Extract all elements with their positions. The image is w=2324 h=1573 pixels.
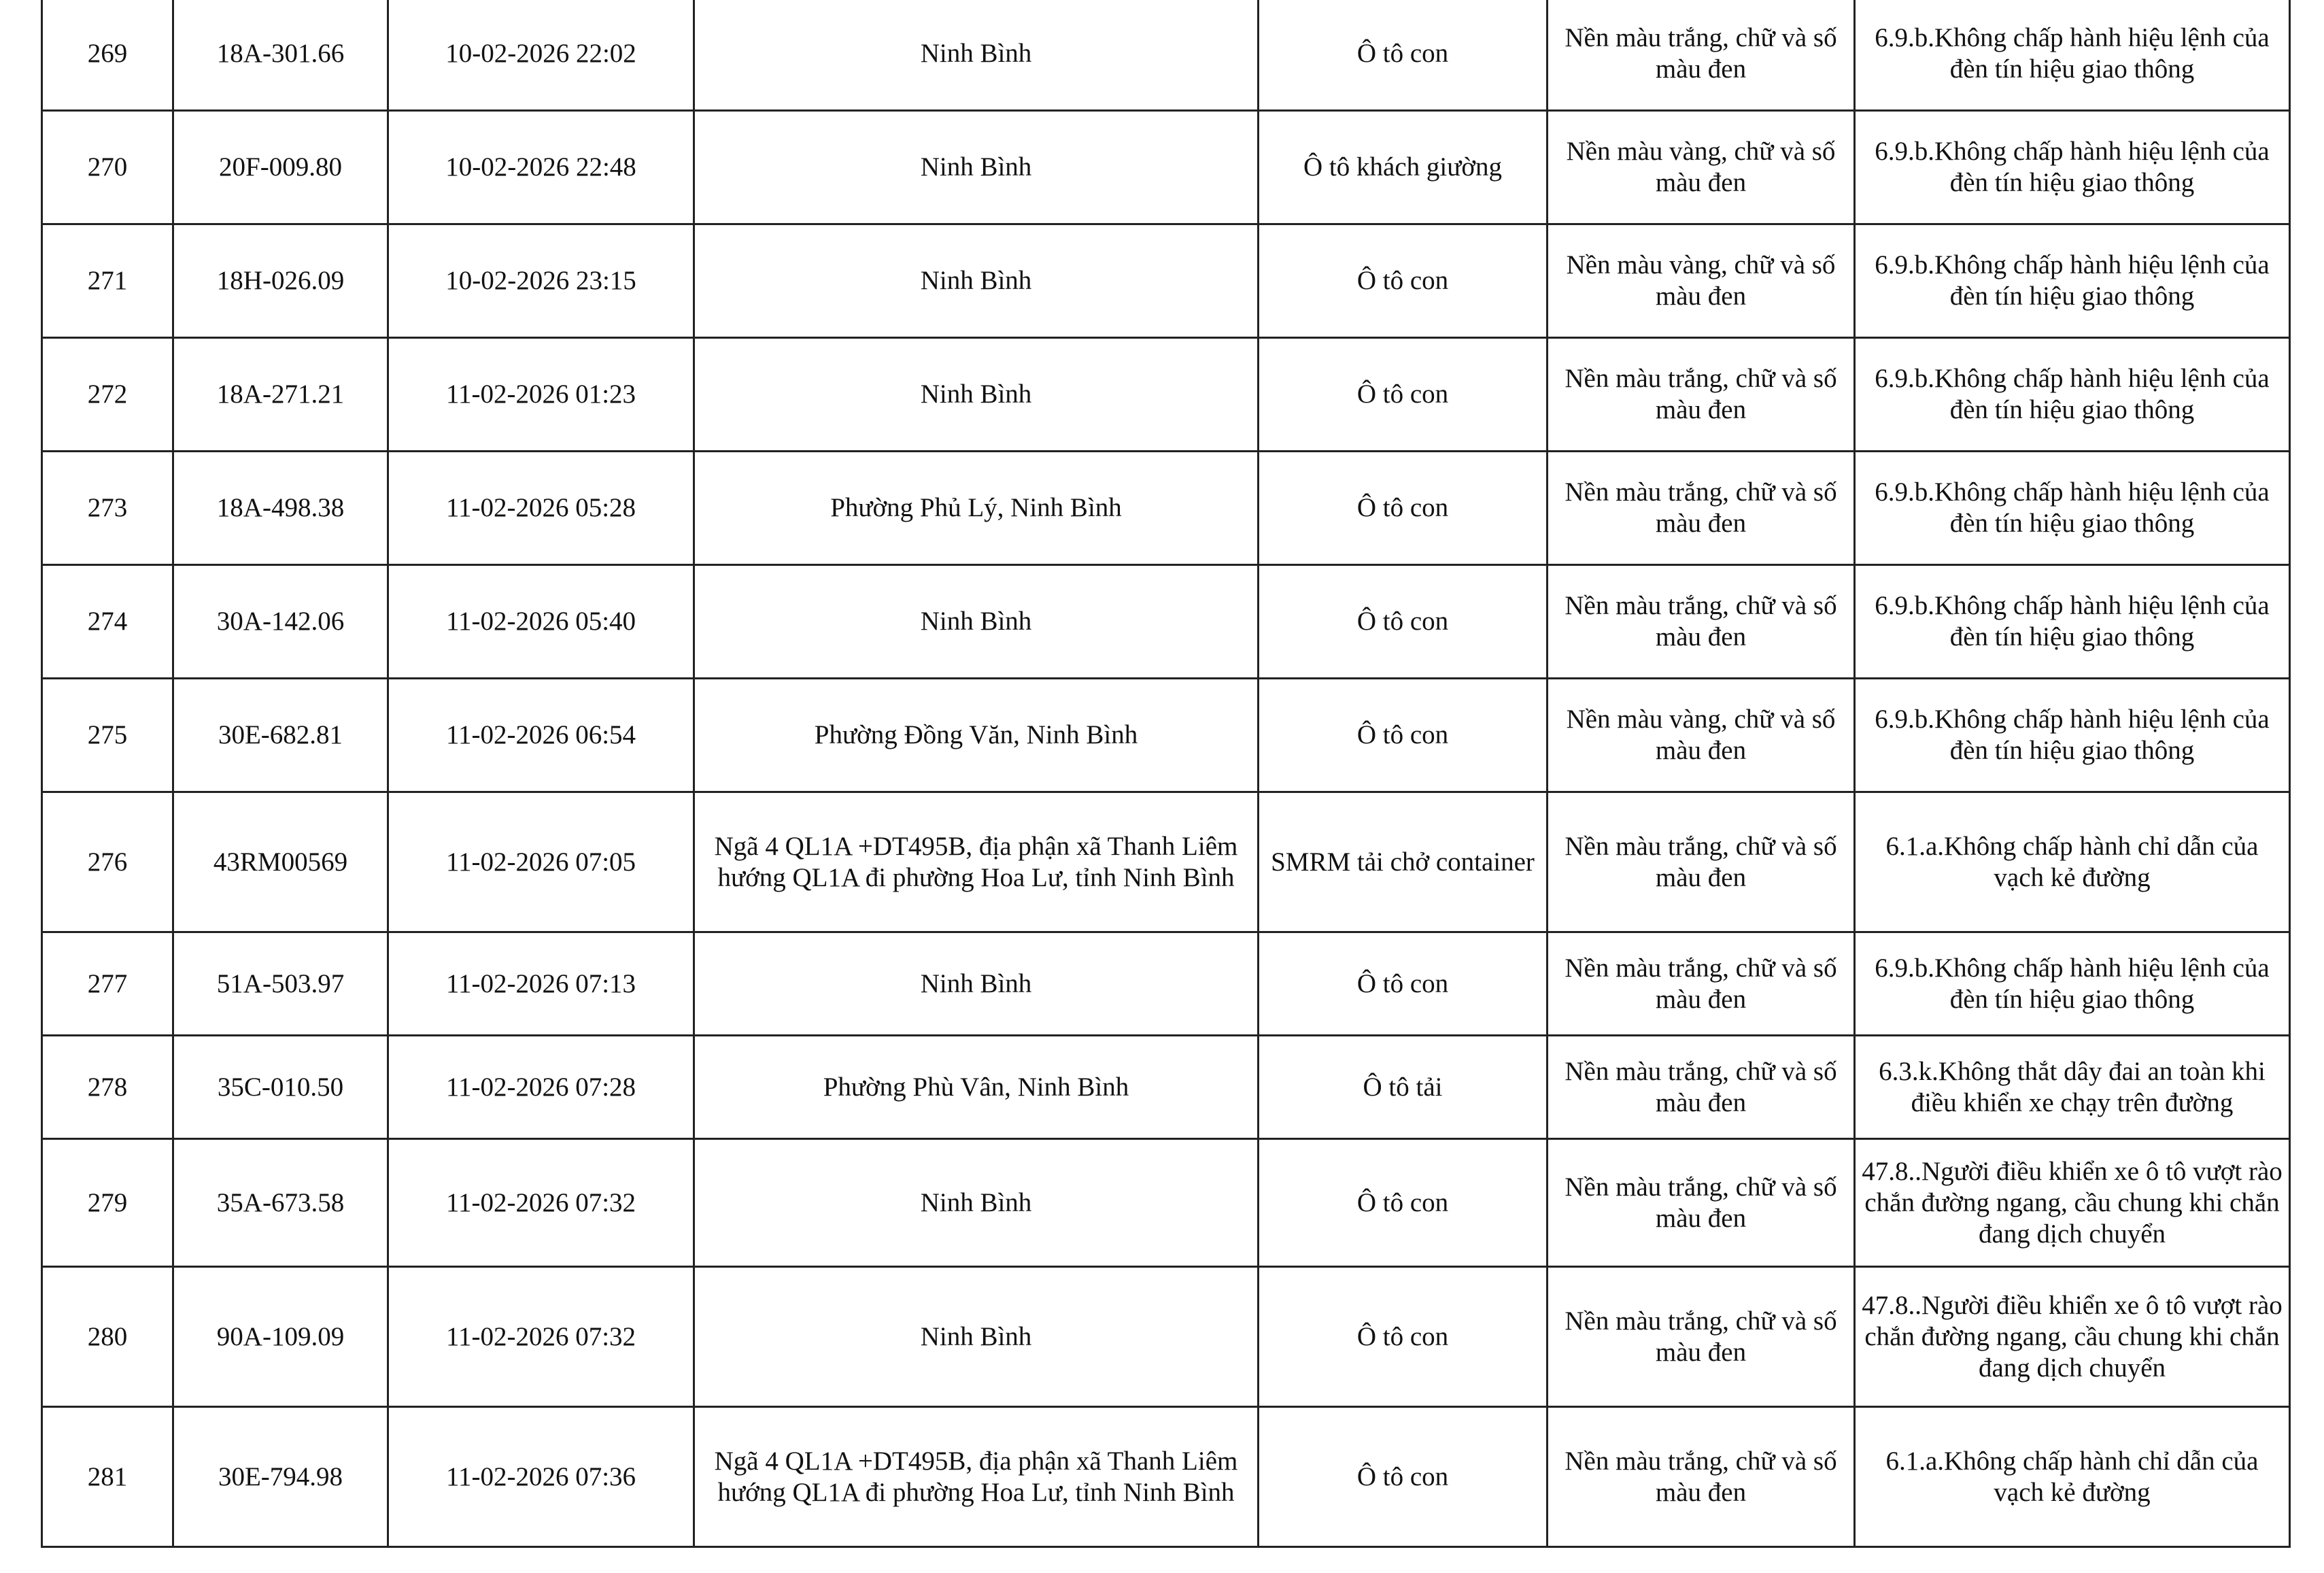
violation-description: 6.9.b.Không chấp hành hiệu lệnh của đèn tín hiệu giao thông bbox=[1855, 679, 2290, 792]
violation-description: 47.8..Người điều khiển xe ô tô vượt rào chắn đường ngang, cầu chung khi chắn đang dịch chuyển bbox=[1855, 1139, 2290, 1267]
license-plate: 30E-794.98 bbox=[173, 1407, 388, 1547]
table-row bbox=[42, 932, 2290, 1036]
plate-color: Nền màu vàng, chữ và số màu đen bbox=[1548, 111, 1855, 224]
row-number: 281 bbox=[42, 1407, 173, 1547]
violation-location: Ninh Bình bbox=[694, 1139, 1259, 1267]
violation-time: 11-02-2026 07:36 bbox=[388, 1407, 694, 1547]
plate-color: Nền màu trắng, chữ và số màu đen bbox=[1548, 338, 1855, 452]
violation-description: 6.1.a.Không chấp hành chỉ dẫn của vạch kẻ đường bbox=[1855, 1407, 2290, 1547]
violation-location: Phường Phù Vân, Ninh Bình bbox=[694, 1036, 1259, 1139]
row-number: 274 bbox=[42, 565, 173, 679]
license-plate: 18H-026.09 bbox=[173, 224, 388, 338]
license-plate: 35C-010.50 bbox=[173, 1036, 388, 1139]
violation-description: 6.9.b.Không chấp hành hiệu lệnh của đèn tín hiệu giao thông bbox=[1855, 224, 2290, 338]
license-plate: 18A-498.38 bbox=[173, 452, 388, 565]
license-plate: 30A-142.06 bbox=[173, 565, 388, 679]
vehicle-type: SMRM tải chở container bbox=[1259, 792, 1548, 932]
row-number: 279 bbox=[42, 1139, 173, 1267]
violation-description: 47.8..Người điều khiển xe ô tô vượt rào chắn đường ngang, cầu chung khi chắn đang dịch chuyển bbox=[1855, 1267, 2290, 1407]
table-row bbox=[42, 679, 2290, 792]
violation-location: Ninh Bình bbox=[694, 1267, 1259, 1407]
row-number: 273 bbox=[42, 452, 173, 565]
license-plate: 30E-682.81 bbox=[173, 679, 388, 792]
row-number: 276 bbox=[42, 792, 173, 932]
license-plate: 18A-301.66 bbox=[173, 0, 388, 111]
row-number: 272 bbox=[42, 338, 173, 452]
row-number: 278 bbox=[42, 1036, 173, 1139]
violation-description: 6.3.k.Không thắt dây đai an toàn khi điều khiển xe chạy trên đường bbox=[1855, 1036, 2290, 1139]
violation-location: Phường Đồng Văn, Ninh Bình bbox=[694, 679, 1259, 792]
license-plate: 51A-503.97 bbox=[173, 932, 388, 1036]
violation-description: 6.9.b.Không chấp hành hiệu lệnh của đèn tín hiệu giao thông bbox=[1855, 111, 2290, 224]
vehicle-type: Ô tô con bbox=[1259, 679, 1548, 792]
plate-color: Nền màu trắng, chữ và số màu đen bbox=[1548, 565, 1855, 679]
violation-description: 6.9.b.Không chấp hành hiệu lệnh của đèn tín hiệu giao thông bbox=[1855, 338, 2290, 452]
table-row bbox=[42, 1267, 2290, 1407]
violation-time: 10-02-2026 22:48 bbox=[388, 111, 694, 224]
plate-color: Nền màu vàng, chữ và số màu đen bbox=[1548, 679, 1855, 792]
table-row bbox=[42, 792, 2290, 932]
violation-location: Ngã 4 QL1A +DT495B, địa phận xã Thanh Liêm hướng QL1A đi phường Hoa Lư, tỉnh Ninh Bình bbox=[694, 792, 1259, 932]
row-number: 277 bbox=[42, 932, 173, 1036]
table-row bbox=[42, 338, 2290, 452]
violation-location: Ninh Bình bbox=[694, 111, 1259, 224]
table-row bbox=[42, 0, 2290, 111]
plate-color: Nền màu trắng, chữ và số màu đen bbox=[1548, 1139, 1855, 1267]
plate-color: Nền màu trắng, chữ và số màu đen bbox=[1548, 1267, 1855, 1407]
table-row bbox=[42, 111, 2290, 224]
violation-location: Ninh Bình bbox=[694, 932, 1259, 1036]
violation-location: Ninh Bình bbox=[694, 0, 1259, 111]
violation-description: 6.1.a.Không chấp hành chỉ dẫn của vạch kẻ đường bbox=[1855, 792, 2290, 932]
violation-location: Ninh Bình bbox=[694, 565, 1259, 679]
violation-time: 10-02-2026 23:15 bbox=[388, 224, 694, 338]
violation-description: 6.9.b.Không chấp hành hiệu lệnh của đèn tín hiệu giao thông bbox=[1855, 932, 2290, 1036]
violation-location: Phường Phủ Lý, Ninh Bình bbox=[694, 452, 1259, 565]
row-number: 270 bbox=[42, 111, 173, 224]
plate-color: Nền màu trắng, chữ và số màu đen bbox=[1548, 1036, 1855, 1139]
violation-description: 6.9.b.Không chấp hành hiệu lệnh của đèn tín hiệu giao thông bbox=[1855, 565, 2290, 679]
vehicle-type: Ô tô con bbox=[1259, 1139, 1548, 1267]
plate-color: Nền màu trắng, chữ và số màu đen bbox=[1548, 932, 1855, 1036]
violation-time: 11-02-2026 01:23 bbox=[388, 338, 694, 452]
violation-time: 11-02-2026 07:32 bbox=[388, 1139, 694, 1267]
row-number: 275 bbox=[42, 679, 173, 792]
vehicle-type: Ô tô con bbox=[1259, 565, 1548, 679]
vehicle-type: Ô tô con bbox=[1259, 224, 1548, 338]
violation-location: Ngã 4 QL1A +DT495B, địa phận xã Thanh Liêm hướng QL1A đi phường Hoa Lư, tỉnh Ninh Bình bbox=[694, 1407, 1259, 1547]
vehicle-type: Ô tô con bbox=[1259, 0, 1548, 111]
vehicle-type: Ô tô khách giường bbox=[1259, 111, 1548, 224]
violation-time: 11-02-2026 07:05 bbox=[388, 792, 694, 932]
violation-time: 11-02-2026 07:13 bbox=[388, 932, 694, 1036]
license-plate: 18A-271.21 bbox=[173, 338, 388, 452]
vehicle-type: Ô tô con bbox=[1259, 452, 1548, 565]
table-row bbox=[42, 565, 2290, 679]
row-number: 271 bbox=[42, 224, 173, 338]
vehicle-type: Ô tô con bbox=[1259, 338, 1548, 452]
vehicle-type: Ô tô tải bbox=[1259, 1036, 1548, 1139]
vehicle-type: Ô tô con bbox=[1259, 1407, 1548, 1547]
license-plate: 35A-673.58 bbox=[173, 1139, 388, 1267]
violation-description: 6.9.b.Không chấp hành hiệu lệnh của đèn tín hiệu giao thông bbox=[1855, 0, 2290, 111]
license-plate: 20F-009.80 bbox=[173, 111, 388, 224]
violation-time: 11-02-2026 07:28 bbox=[388, 1036, 694, 1139]
violation-time: 11-02-2026 06:54 bbox=[388, 679, 694, 792]
table-row bbox=[42, 1407, 2290, 1547]
row-number: 269 bbox=[42, 0, 173, 111]
vehicle-type: Ô tô con bbox=[1259, 932, 1548, 1036]
plate-color: Nền màu trắng, chữ và số màu đen bbox=[1548, 1407, 1855, 1547]
table-row bbox=[42, 452, 2290, 565]
violation-location: Ninh Bình bbox=[694, 224, 1259, 338]
row-number: 280 bbox=[42, 1267, 173, 1407]
table-row bbox=[42, 1036, 2290, 1139]
violation-time: 11-02-2026 07:32 bbox=[388, 1267, 694, 1407]
table-row bbox=[42, 1139, 2290, 1267]
violation-time: 11-02-2026 05:40 bbox=[388, 565, 694, 679]
violation-location: Ninh Bình bbox=[694, 338, 1259, 452]
license-plate: 43RM00569 bbox=[173, 792, 388, 932]
violations-table bbox=[41, 0, 2291, 1548]
plate-color: Nền màu trắng, chữ và số màu đen bbox=[1548, 792, 1855, 932]
plate-color: Nền màu trắng, chữ và số màu đen bbox=[1548, 452, 1855, 565]
license-plate: 90A-109.09 bbox=[173, 1267, 388, 1407]
plate-color: Nền màu trắng, chữ và số màu đen bbox=[1548, 0, 1855, 111]
plate-color: Nền màu vàng, chữ và số màu đen bbox=[1548, 224, 1855, 338]
violation-time: 10-02-2026 22:02 bbox=[388, 0, 694, 111]
vehicle-type: Ô tô con bbox=[1259, 1267, 1548, 1407]
violation-description: 6.9.b.Không chấp hành hiệu lệnh của đèn tín hiệu giao thông bbox=[1855, 452, 2290, 565]
table-row bbox=[42, 224, 2290, 338]
violation-time: 11-02-2026 05:28 bbox=[388, 452, 694, 565]
